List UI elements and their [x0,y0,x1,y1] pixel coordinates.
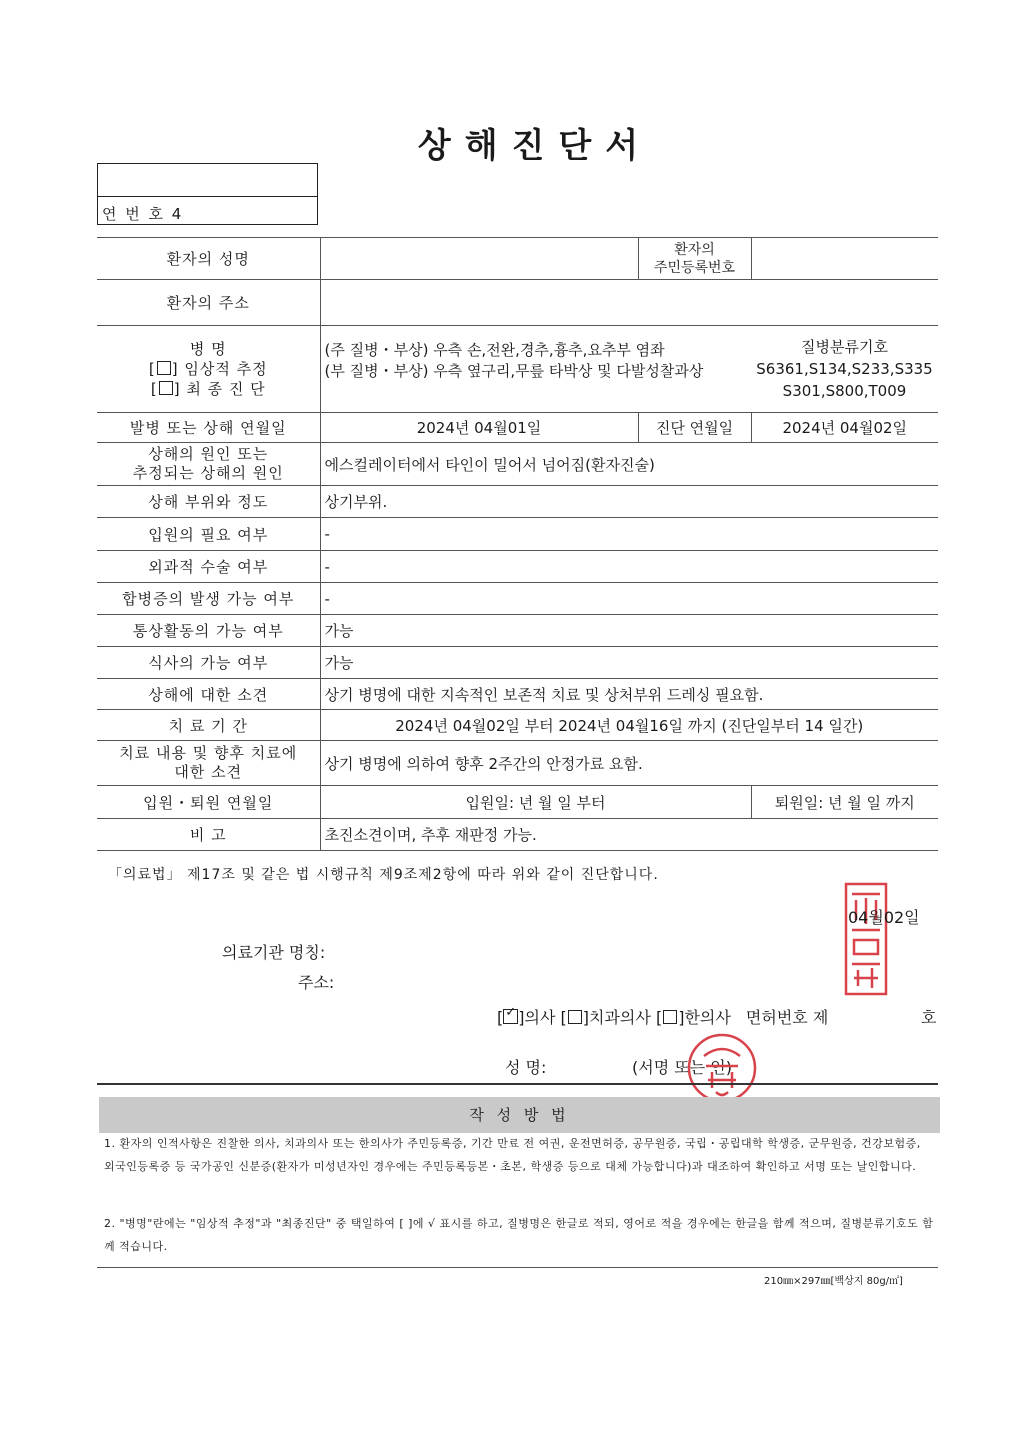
signature-note: (서명 또는 인) [632,1058,732,1077]
bottom-divider [97,1267,938,1268]
disease-code-label: 질병분류기호 [801,338,888,356]
main-diagnosis: (주 질병・부상) 우측 손,전완,경추,흉추,요추부 염좌 [324,341,665,359]
legal-statement: 「의료법」 제17조 및 같은 법 시행규칙 제9조제2항에 따라 위와 같이 진단합니다. [108,867,659,883]
serial-box [97,163,318,225]
onset-date-label: 발병 또는 상해 연월일 [97,413,320,443]
institution-name-label: 의료기관 명칭: [222,943,326,962]
eating-label: 식사의 가능 여부 [97,647,320,679]
paper-spec: 210㎜×297㎜[백상지 80g/㎡] [764,1276,903,1287]
cause-label: 상해의 원인 또는 추정되는 상해의 원인 [97,443,320,486]
disease-codes-2: S301,S800,T009 [782,382,907,400]
remarks-label: 비 고 [97,819,320,851]
diagnosis-date-value: 2024년 04월02일 [751,413,938,443]
diagnosis-value [320,326,751,413]
cause-value: 에스컬레이터에서 타인이 밀어서 넘어짐(환자진술) [320,443,938,486]
opinion-label: 상해에 대한 소견 [97,679,320,710]
surgery-label: 외과적 수술 여부 [97,551,320,583]
future-treatment-label: 치료 내용 및 향후 치료에 대한 소견 [97,741,320,786]
diagnosis-label: 병 명 [ ] 임상적 추정 [ ] 최 종 진 단 [97,326,320,413]
injury-site-value: 상기부위. [320,486,938,518]
injury-site-label: 상해 부위와 정도 [97,486,320,518]
diagnosis-table [97,237,938,851]
admission-need-label: 입원의 필요 여부 [97,518,320,551]
future-treatment-value: 상기 병명에 의하여 향후 2주간의 안정가료 요함. [320,741,938,786]
doctor-checkbox[interactable] [503,1005,518,1024]
check-icon: ✓ [505,1005,517,1020]
issue-date: 04월02일 [848,908,920,927]
eating-value: 가능 [320,647,938,679]
disease-codes-1: S6361,S134,S233,S335 [756,360,933,378]
instructions-header: 작 성 방 법 [99,1097,940,1133]
institution-address-label: 주소: [298,973,335,992]
oriental-doctor-checkbox[interactable] [663,1010,677,1024]
onset-date-value: 2024년 04월01일 [320,413,638,443]
daily-activity-label: 통상활동의 가능 여부 [97,615,320,647]
remarks-value: 초진소견이며, 추후 재판정 가능. [320,819,938,851]
instruction-note-1: 1. 환자의 인적사항은 진찰한 의사, 치과의사 또는 한의사가 주민등록증, 기간 만료 전 여권, 운전면허증, 공무원증, 국립・공립대학 학생증, 군무원증, 건강보험증, 외국인등록증 등 국가공인 신분증(환자가 미성년자인 경우에는 주민등록등본・초본, 학생증 등으로 대체 가능합니다)과 대조하여 확인하고 서명 또는 날인합니다. [104,1137,921,1173]
patient-rrn-label: 환자의 주민등록번호 [638,238,751,280]
surgery-value: - [320,551,938,583]
license-number-label: 면허번호 제 [745,1008,829,1027]
final-diagnosis-checkbox[interactable] [159,381,173,395]
patient-rrn-value [751,238,938,280]
discharge-date-value: 퇴원일: 년 월 일 까지 [751,786,938,819]
patient-name-value [320,238,638,280]
patient-name-label: 환자의 성명 [97,238,320,280]
section-divider [97,1083,938,1085]
license-line: [ ✓ ]의사 [ ]치과의사 [ ]한의사 면허번호 제 호 [497,1005,937,1027]
doctor-seal-stamp [842,880,890,998]
serial-number: 연 번 호 4 [102,205,184,223]
document-title: 상해진단서 [417,126,653,166]
dentist-checkbox[interactable] [568,1010,582,1024]
doctor-round-seal-stamp [686,1032,758,1104]
admission-need-value: - [320,518,938,551]
complication-label: 합병증의 발생 가능 여부 [97,583,320,615]
treatment-period-value: 2024년 04월02일 부터 2024년 04월16일 까지 (진단일부터 14 일간) [320,710,938,741]
opinion-value: 상기 병명에 대한 지속적인 보존적 치료 및 상처부위 드레싱 필요함. [320,679,938,710]
license-number-suffix: 호 [921,1008,937,1027]
patient-address-value [320,280,938,326]
admission-dates-label: 입원・퇴원 연월일 [97,786,320,819]
disease-code-cell [751,326,938,413]
diagnosis-date-label: 진단 연월일 [638,413,751,443]
daily-activity-value: 가능 [320,615,938,647]
clinical-estimate-checkbox[interactable] [157,361,171,375]
complication-value: - [320,583,938,615]
admission-date-value: 입원일: 년 월 일 부터 [320,786,751,819]
sub-diagnosis: (부 질병・부상) 우측 옆구리,무릎 타박상 및 다발성찰과상 [324,362,704,380]
instruction-note-2: 2. "병명"란에는 "임상적 추정"과 "최종진단" 중 택일하여 [ ]에 √ 표시를 하고, 질병명은 한글로 적되, 영어로 적을 경우에는 한글을 함께 적으며, 질병분류기호도 함께 적습니다. [104,1217,934,1253]
patient-address-label: 환자의 주소 [97,280,320,326]
treatment-period-label: 치 료 기 간 [97,710,320,741]
serial-box-top [98,164,317,197]
signer-name-label: 성 명: [505,1058,547,1077]
